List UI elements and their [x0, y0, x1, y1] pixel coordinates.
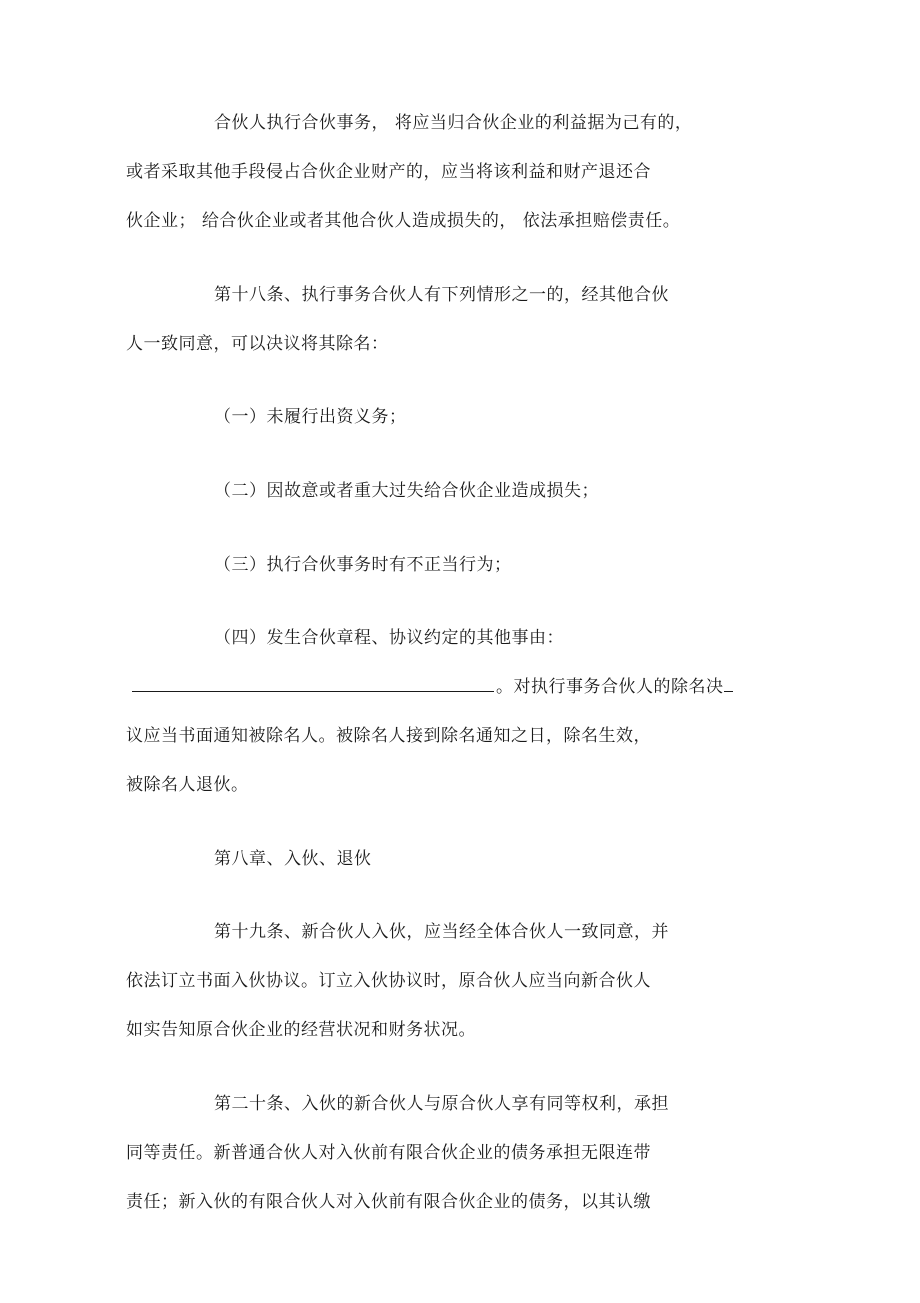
fill-in-blank[interactable]	[132, 677, 494, 692]
paragraph-line: 或者采取其他手段侵占合伙企业财产的，应当将该利益和财产退还合	[126, 162, 651, 182]
list-item-2: （二）因故意或者重大过失给合伙企业造成损失；	[214, 481, 599, 501]
article-18-heading-line: 第十八条、执行事务合伙人有下列情形之一的，经其他合伙	[214, 285, 669, 305]
list-item-1: （一）未履行出资义务；	[214, 407, 407, 427]
paragraph-line: 如实告知原合伙企业的经营状况和财务状况。	[126, 1020, 476, 1040]
paragraph-line: 依法订立书面入伙协议。订立入伙协议时，原合伙人应当向新合伙人	[126, 971, 651, 991]
paragraph-line: 合伙人执行合伙事务， 将应当归合伙企业的利益据为己有的，	[214, 113, 693, 133]
list-item-3: （三）执行合伙事务时有不正当行为；	[214, 555, 512, 575]
paragraph-line: 议应当书面通知被除名人。被除名人接到除名通知之日，除名生效，	[126, 726, 651, 746]
paragraph-line: 责任；新入伙的有限合伙人对入伙前有限合伙企业的债务，以其认缴	[126, 1192, 651, 1212]
paragraph-line: 被除名人退伙。	[126, 775, 249, 795]
chapter-heading: 第八章、入伙、退伙	[214, 849, 372, 869]
list-item-4: （四）发生合伙章程、协议约定的其他事由：	[214, 628, 564, 648]
paragraph-line-text: 。对执行事务合伙人的除名决	[496, 677, 724, 697]
trailing-underscore	[724, 677, 733, 692]
paragraph-line: 同等责任。新普通合伙人对入伙前有限合伙企业的债务承担无限连带	[126, 1143, 651, 1163]
article-20-heading-line: 第二十条、入伙的新合伙人与原合伙人享有同等权利，承担	[214, 1094, 669, 1114]
article-19-heading-line: 第十九条、新合伙人入伙，应当经全体合伙人一致同意，并	[214, 922, 669, 942]
fill-in-line	[132, 676, 733, 698]
paragraph-line: 伙企业； 给合伙企业或者其他合伙人造成损失的， 依法承担赔偿责任。	[126, 211, 681, 231]
paragraph-line: 人一致同意，可以决议将其除名：	[126, 334, 389, 354]
